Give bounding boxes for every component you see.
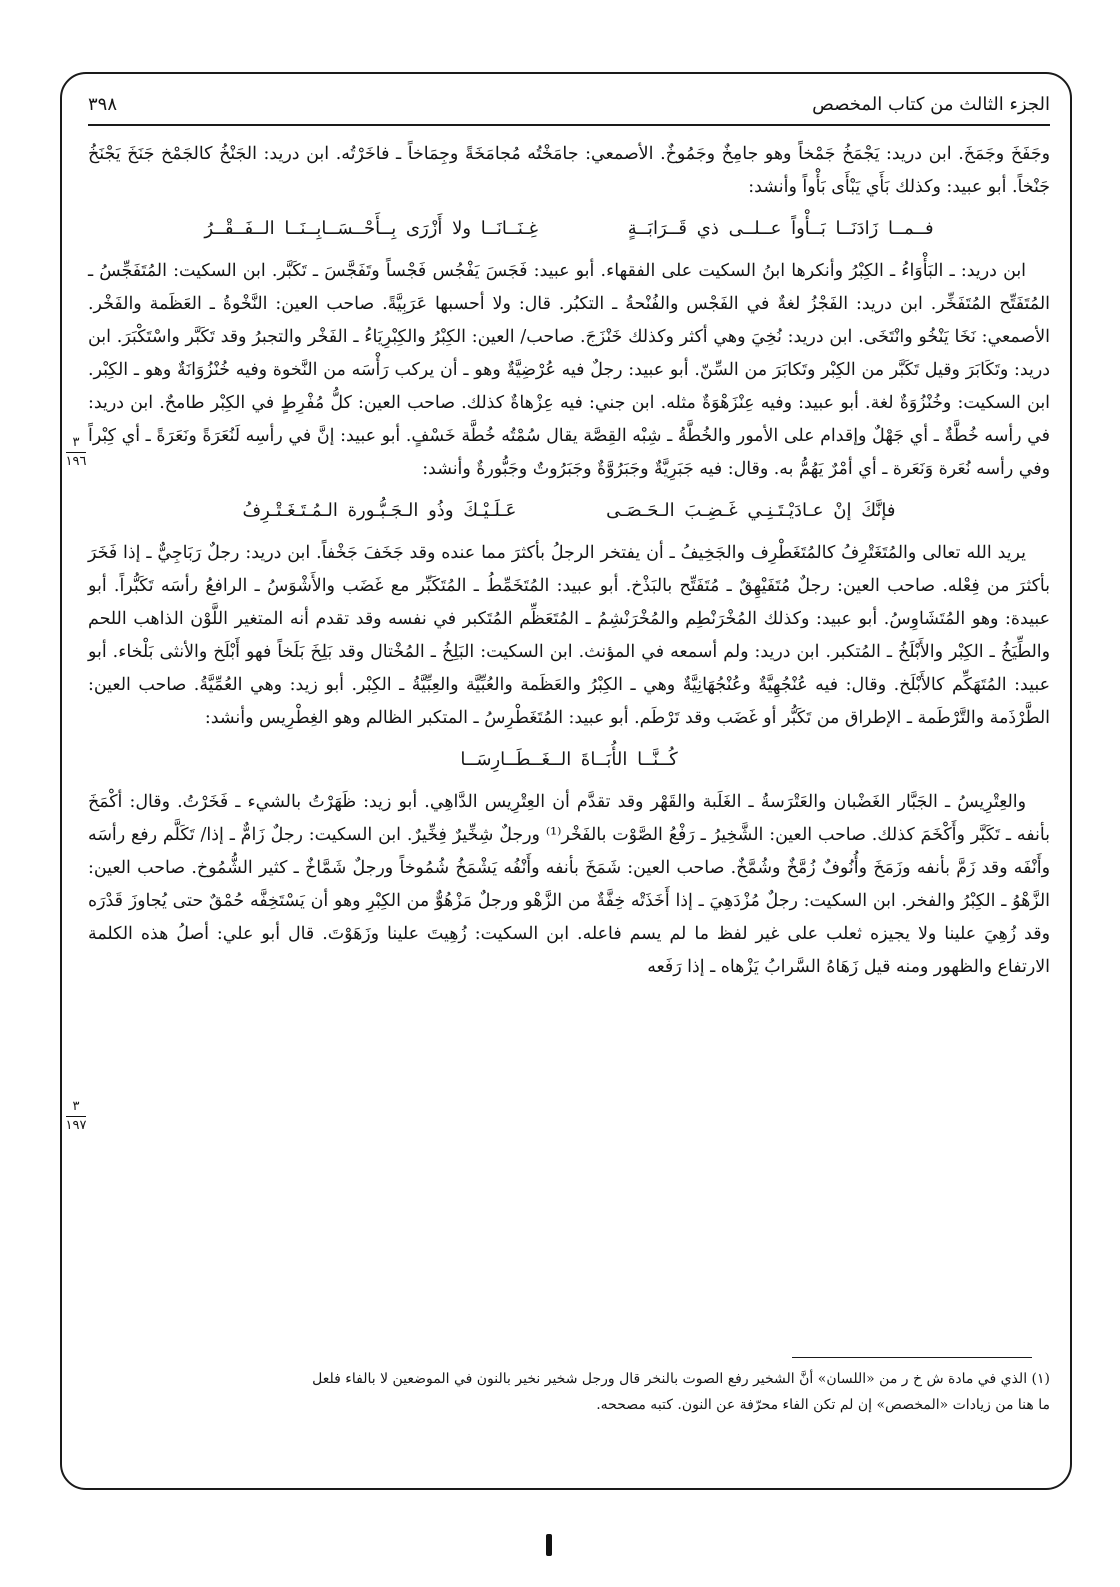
verse-2-first-hemistich: فإنَّكَ إنْ عـادَيْـتَـنِـي غَـضِـبَ الـحَـصَـى — [606, 500, 896, 521]
margin-reference-1-volume: ٣ — [72, 435, 80, 450]
book-title: الجزء الثالث من كتاب المخصص — [812, 93, 1050, 115]
verse-2-second-hemistich: عَـلَـيْـكَ وذُو الـجَـبُّـورة الـمُـتَـغَـتْـرِفُ — [242, 500, 517, 521]
footnote-line-1: (١) الذي في مادة ش خ ر من «اللسان» أنَّ الشخير رفع الصوت بالنخر قال ورجل شخير نخير بالنون في الموضعين لا بالفاء فلعل — [312, 1371, 1050, 1387]
verse-2 — [88, 494, 1050, 527]
scan-mark — [546, 1534, 552, 1556]
footnote-line-2: ما هنا من زيادات «المخصص» إن لم تكن الفاء محرّفة عن النون. كتبه مصححه. — [596, 1397, 1050, 1413]
main-text — [88, 138, 1050, 984]
margin-reference-1-page: ١٩٦ — [65, 454, 87, 469]
paragraph-2: ابن دريد: ـ البَأْوَاءُ ـ الكِبْرُ وأنكرها ابنُ السكيت على الفقهاء. أبو عبيد: فَجَسَ يَفْجُس فَجْساً وتَفَجَّسَ ـ تَكَبَّر. ابن السكيت: المُتَفَجِّسُ ـ المُتَفَتِّح المُتَفَخِّر. ابن دريد: الفَجْزُ لغةٌ في الفَجْس والفُنْحةُ ـ التكبُر. قال: ولا أحسبها عَرَبِيَّةً. صاحب العين: النَّخْوةُ ـ العَظَمة والفَخْر. الأصمعي: نَخَا يَنْخُو وانْتَخَى. ابن دريد: نُخِيَ وهي أكثر وكذلك خَنْزَجَ. صاحب/ العين: الكِبْرُ والكِبْرِيَاءُ ـ الفَخْر والتجبرُ وقد تَكَبَّر واسْتَكْبَرَ. ابن دريد: وتَكَابَرَ وقيل تَكَبَّر من الكِبْر وتَكابَرَ من السِّنّ. أبو عبيد: رجلٌ فيه عُرْضِيَّةٌ وهو ـ أن يركب رَأْسَه من النَّخوة وفيه خُنْزُوَانَةٌ وهو ـ الكِبْر. ابن السكيت: وخُنْزُوَةٌ لغة. أبو عبيد: وفيه عِنْزَهْوَةٌ مثله. ابن جني: فيه عِزْهاةٌ كذلك. صاحب العين: كلُّ مُفْرِطٍ في الكِبْر طامحٌ. ابن دريد: في رأسه خُطَّةٌ ـ أي جَهْلٌ وإقدام على الأمور والخُطَّةُ ـ شِبْه القِصَّة يقال سُمْتُه خُطَّة خَسْفٍ. أبو عبيد: إنَّ في رأسِه لَنُعَرَةً ونَعَرَةً ـ أي كِبْراً وفي رأسه نُعَرة وَنَعَرة ـ أي أمْرٌ يَهُمُّ به. وقال: فيه جَبَرِيَّةٌ وجَبَرُوَّةٌ وجَبَرُوتٌ وجَبُّورةٌ وأنشد: — [88, 261, 1050, 479]
margin-reference-1-bar — [66, 452, 86, 453]
paragraph-4: والعِتْرِيسُ ـ الجَبَّار الغَضْبان والعَتْرَسةُ ـ الغَلَبة والقَهْر وقد تقدَّم أن العِتْرِيس الدَّاهِي. أبو زيد: ظَهَرْتُ بالشيء ـ فَخَرْتُ. وقال: أكْمَخَ بأنفه ـ تَكَبَّر وأَكْخَمَ كذلك. صاحب العين: الشَّخِيرُ ـ رَفْعُ الصَّوْت بالفَخْر⁽¹⁾ ورجلٌ شِخِّيرٌ فِخِّيرٌ. ابن السكيت: رجلٌ زَامٌّ ـ إذا/ تَكَلَّم رفع رأسَه وأَنْفَه وقد زَمَّ بأنفه وزَمَخَ وأُنُوفٌ زُمَّخٌ وشُمَّخٌ. صاحب العين: شَمَخَ بأنفه وأَنْفُه يَشْمَخُ شُمُوخاً ورجلٌ شَمَّاخٌ ـ كثير الشُّمُوخ. صاحب العين: الزَّهْوُ ـ الكِبْرُ والفخر. ابن السكيت: رجلٌ مُزْدَهِيَ ـ إذا أَخَذَتْه خِفَّةٌ من الزَّهْو ورجلٌ مَزْهُوٌّ من الكِبْرِ وهو أن يَسْتَخِفَّه حُمْقٌ حتى يُجاوزَ قَدْرَه وقد زُهِيَ علينا ولا يجيزه ثعلب على غير لفظ ما لم يسم فاعله. ابن السكيت: زُهِيتَ علينا وزَهَوْتَ. قال أبو علي: أصلُ هذه الكلمة الارتفاع والظهور ومنه قيل زَهَاهُ السَّرابُ يَزْهاه ـ إذا رَفَعه — [88, 792, 1050, 977]
margin-reference-2-volume: ٣ — [72, 1099, 80, 1114]
verse-3 — [88, 743, 1050, 776]
paragraph-1: وجَفَخَ وجَمَخَ. ابن دريد: يَجْمَخُ جَمْخاً وهو جامِخٌ وجَمُوخٌ. الأصمعي: جامَخْتُه مُجامَخَةً وجِمَاخاً ـ فاخَرْتُه. ابن دريد: الجَنْخُ كالجَمْخ جَنَخَ يَجْنَخُ جَنْخاً. أبو عبيد: وكذلك بَأَي يَبْأَى بَأْواً وأنشد: — [88, 144, 1050, 197]
page-header — [88, 84, 1050, 124]
header-rule — [88, 124, 1050, 126]
margin-reference-2-bar — [66, 1116, 86, 1117]
margin-reference-2-page: ١٩٧ — [65, 1118, 87, 1133]
verse-1-second-hemistich: غِـنَــانَــا ولا أَزْرَى بِــأَحْــسَــابِــنَــا الــفَــقْــرُ — [204, 218, 538, 239]
verse-1 — [88, 212, 1050, 245]
margin-reference-2 — [64, 1100, 88, 1133]
paragraph-3: يريد الله تعالى والمُتَغَتْرِفُ كالمُتَغَطْرِف والجَخِيفُ ـ أن يفتخر الرجلُ بأكثرَ مما عنده وقد جَخَفَ جَخْفاً. ابن دريد: رجلٌ رَبَاجِيٌّ ـ إذا فَخَرَ بأكثرَ من فِعْله. صاحب العين: رجلٌ مُتَفَيْهِقٌ ـ مُتَفَتِّح بالبَذْخ. أبو عبيد: المُتَخَمِّطُ ـ المُتَكَبِّر مع غَضَب والأَشْوَسُ ـ الرافعُ رأسَه تَكَبُّراً. أبو عبيدة: وهو المُتَشَاوِسُ. أبو عبيد: وكذلك المُخْرَنْطِم والمُخْرَنْشِمُ ـ المُتَعَظِّم المُتَكبر في نفسه وقد تقدم أنه المتغير اللَّوْن الذاهب اللحم والطِّيَخُ ـ الكِبْر والأَبْلَخُ ـ المُتكبر. ابن دريد: ولم أسمعه في المؤنث. ابن السكيت: البَلِخُ ـ المُخْتال وقد بَلِخَ بَلَخاً فهو أَبْلَخ والأنثى بَلْخاء. أبو عبيد: المُتَهَكِّم كالأَبْلَخ. وقال: فيه عُنْجُهِيَّةٌ وعُنْجُهَانِيَّةٌ وهي ـ الكِبْرُ والعَظَمة والعُبِّيَّة والعِبِّيَّةُ ـ الكِبْر. أبو زيد: وهي العُمِّيَّةُ. صاحب العين: الطَّرْذَمة والتَّرْطَمة ـ الإطراق من تَكَبُّر أو غَضَب وقد تَرْطَم. أبو عبيد: المُتَغَطْرِسُ ـ المتكبر الظالم وهو الغِطْرِيس وأنشد: — [88, 543, 1050, 728]
verse-1-first-hemistich: فــمــا زَادَنَــا بَــأْواً عــلــى ذي قَــرَابَــةٍ — [627, 218, 934, 239]
page-number: ٣٩٨ — [88, 93, 118, 115]
verse-3-text: كُــنَّــا الأُبَــاةَ الــغَــطَــارِسَــا — [460, 749, 678, 770]
footnote-rule — [792, 1357, 1032, 1358]
margin-reference-1 — [64, 436, 88, 469]
footnote — [88, 1366, 1050, 1418]
